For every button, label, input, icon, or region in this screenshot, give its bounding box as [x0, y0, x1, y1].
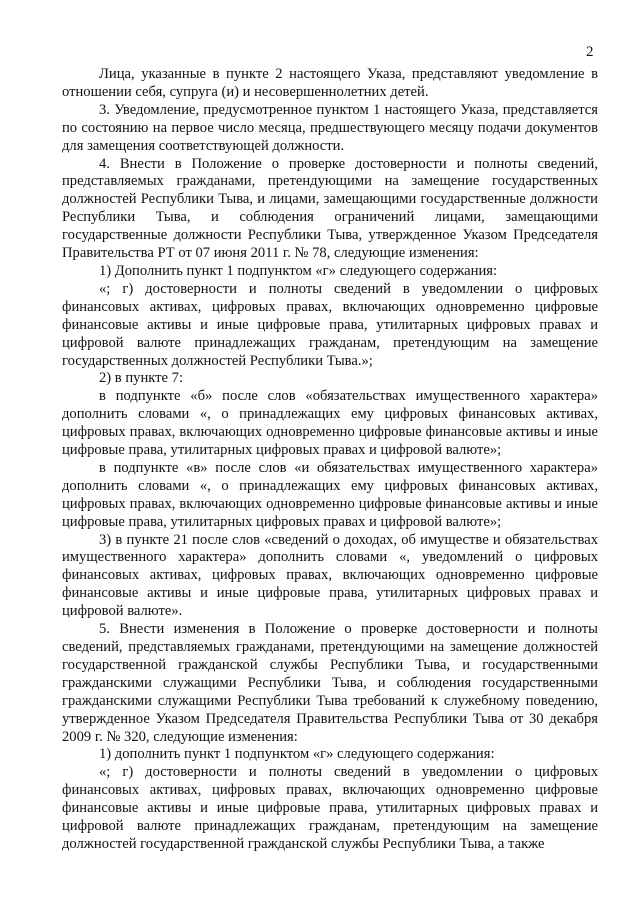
paragraph-item-4-sub-2: 2) в пункте 7: — [99, 370, 184, 387]
paragraph-item-4-sub-1: 1) Дополнить пункт 1 подпунктом «г» следующего содержания: — [99, 262, 498, 279]
paragraph-item-4-sub-2-v: в подпункте «в» после слов «и обязательствах имущественного характера» дополнить словами «, о принадлежащих ему цифровых финансовых активах, цифровых правах, включающих одновременно цифровые финансовые активы и иные цифровые права, утилитарных цифровых правах и цифровой валюте»; — [62, 459, 598, 530]
paragraph-item-4-sub-3: 3) в пункте 21 после слов «сведений о доходах, об имуществе и обязательствах имущественного характера» дополнить словами «, уведомлений о цифровых финансовых активах, цифровых правах, включающих одновременно цифровые финансовые активы и иные цифровые права, утилитарных цифровых правах и цифровой валюте». — [62, 531, 598, 620]
paragraph-notification-subjects: Лица, указанные в пункте 2 настоящего Указа, представляют уведомление в отношении себя, супруга (и) и несовершеннолетних детей. — [62, 66, 598, 100]
document-body — [62, 66, 598, 854]
paragraph-item-5: 5. Внести изменения в Положение о проверке достоверности и полноты сведений, представляемых гражданами, претендующими на замещение должностей государственной гражданской службы Республики Тыва, и государственными гражданскими служащими Республики Тыва, и соблюдения государственными гражданскими служащими Республики Тыва требований к служебному поведению, утвержденное Указом Председателя Правительства Республики Тыва от 30 декабря 2009 г. № 320, следующие изменения: — [62, 621, 598, 745]
page-number: 2 — [586, 44, 594, 60]
paragraph-item-5-sub-1-text: «; г) достоверности и полноты сведений в уведомлении о цифровых финансовых активах, цифровых правах, включающих одновременно цифровые финансовые активы и иные цифровые права, утилитарных цифровых правах и цифровой валюте принадлежащих гражданам, претендующим на замещение должностей государственной гражданской службы Республики Тыва, а также — [62, 764, 598, 852]
paragraph-item-5-sub-1: 1) дополнить пункт 1 подпунктом «г» следующего содержания: — [99, 746, 495, 763]
paragraph-item-4: 4. Внести в Положение о проверке достоверности и полноты сведений, представляемых гражданами, претендующими на замещение государственных должностей Республики Тыва, и лицами, замещающими государственные должности Республики Тыва, и соблюдения ограничений лицами, замещающими государственные должности Республики Тыва, утвержденное Указом Председателя Правительства РТ от 07 июня 2011 г. № 78, следующие изменения: — [62, 155, 598, 262]
paragraph-item-4-sub-1-text: «; г) достоверности и полноты сведений в уведомлении о цифровых финансовых активах, цифровых правах, включающих одновременно цифровые финансовые активы и иные цифровые права, утилитарных цифровых правах и цифровой валюте принадлежащих гражданам, претендующим на замещение государственных должностей Республики Тыва.»; — [62, 280, 598, 369]
paragraph-item-4-sub-2-b: в подпункте «б» после слов «обязательствах имущественного характера» дополнить словами «, о принадлежащих ему цифровых финансовых активах, цифровых правах, включающих одновременно цифровые финансовые активы и иные цифровые права, утилитарных цифровых правах и цифровой валюте»; — [62, 388, 598, 459]
paragraph-item-3: 3. Уведомление, предусмотренное пунктом 1 настоящего Указа, представляется по состоянию на первое число месяца, предшествующего месяцу подачи документов для замещения соответствующей должности. — [62, 101, 598, 154]
